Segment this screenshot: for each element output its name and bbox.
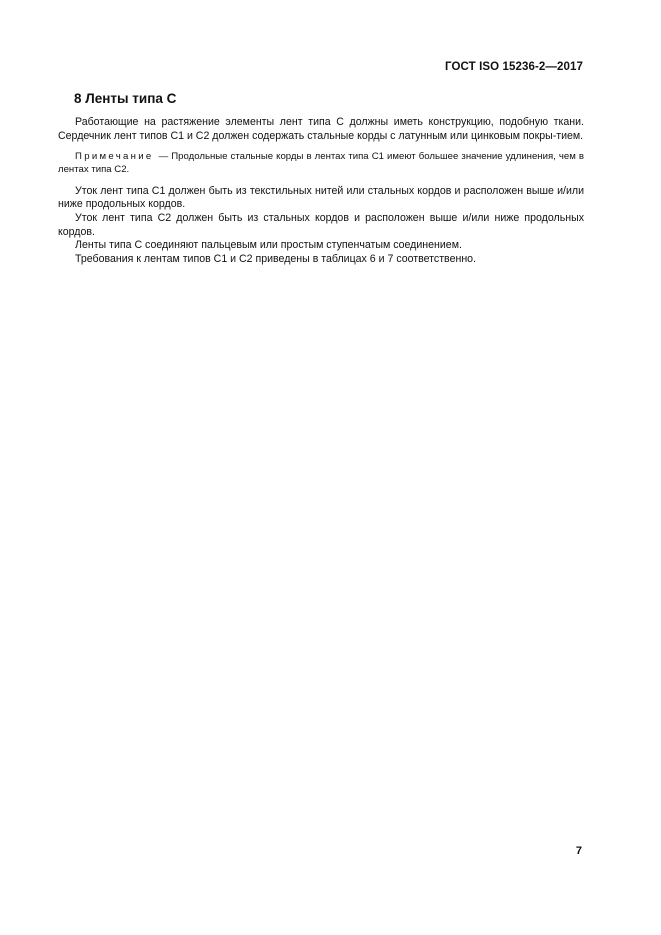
note (58, 151, 584, 177)
note-text: Продольные стальные корды в лентах типа С1 имеют большее значение удлинения, чем в лентах типа С2. (58, 151, 584, 175)
paragraph-weft-c1: Уток лент типа С1 должен быть из текстильных нитей или стальных кордов и расположен выше и/или ниже продольных кордов. (58, 184, 584, 211)
page-number: 7 (575, 845, 582, 857)
section-body (58, 116, 584, 266)
paragraph-requirements: Требования к лентам типов С1 и С2 приведены в таблицах 6 и 7 соответственно. (75, 252, 476, 265)
paragraph-joints: Ленты типа С соединяют пальцевым или простым ступенчатым соединением. (75, 239, 462, 252)
paragraph-construction: Работающие на растяжение элементы лент типа С должны иметь конструкцию, подобную ткани. Сердечник лент типов С1 и С2 должен содержать стальные корды с латунным или цинковым покры-тием. (58, 116, 584, 142)
note-dash: — (155, 151, 172, 163)
standard-code-header: ГОСТ ISO 15236-2—2017 (445, 61, 583, 73)
note-label: Примечание (75, 151, 154, 163)
paragraph-weft-c2: Уток лент типа С2 должен быть из стальных кордов и расположен выше и/или ниже продольных кордов. (58, 211, 584, 238)
section-heading: 8 Ленты типа С (74, 91, 177, 106)
